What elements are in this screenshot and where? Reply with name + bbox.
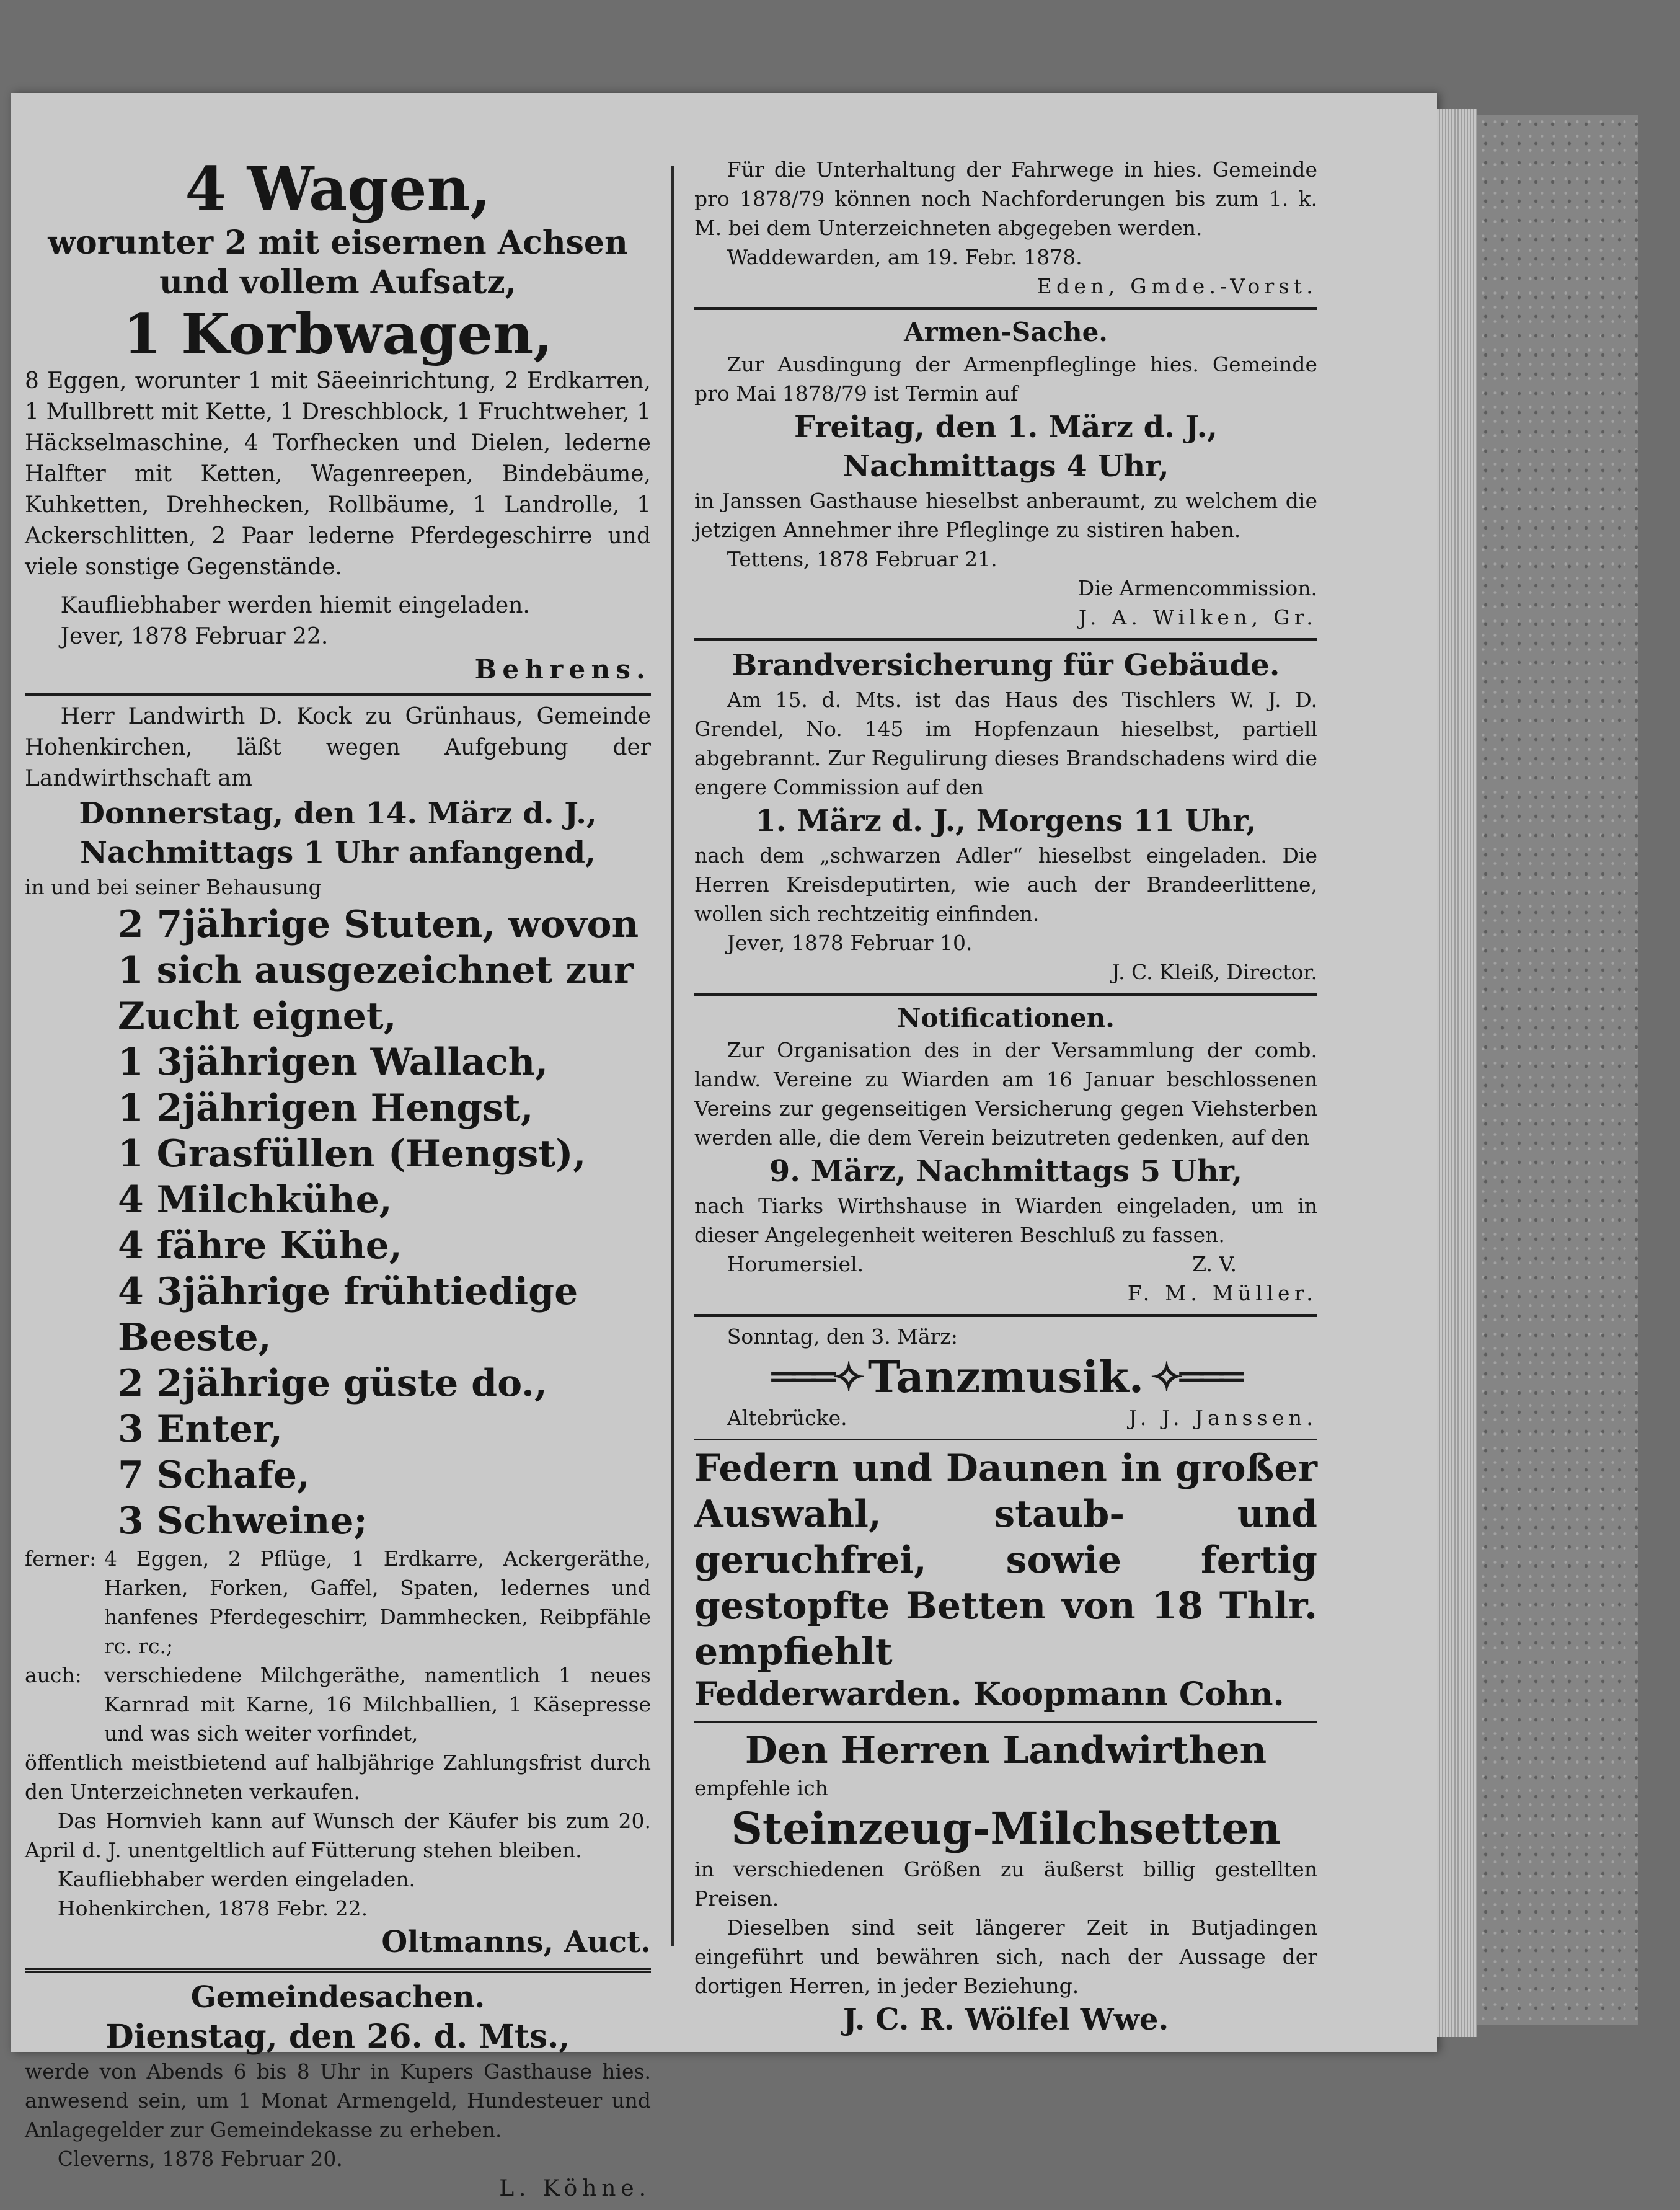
ornament-right-icon: ✧═══ xyxy=(1150,1354,1240,1401)
notice-body-2: nach dem „schwarzen Adler“ hieselbst eingeladen. Die Herren Kreisdeputirten, wie auch der Brandeerlittene, wollen sich rechtzeitig einfinden. xyxy=(694,843,1317,926)
auch-text: verschiedene Milchgeräthe, namentlich 1 neues Karnrad mit Karne, 16 Milchballien, 1 Käsepresse und was sich weiter vorfindet, xyxy=(104,1663,651,1746)
livestock-list xyxy=(25,902,651,1544)
ad-date: Cleverns, 1878 Februar 20. xyxy=(57,2147,343,2171)
ferner-label: ferner: xyxy=(25,1547,97,1571)
ad-signature: Oltmanns, Auct. xyxy=(381,1925,651,1959)
ad-federn xyxy=(694,1445,1317,1715)
ad-body: 8 Eggen, worunter 1 mit Säeeinrichtung, 2 Erdkarren, 1 Mullbrett mit Kette, 1 Dreschblock, 1 Fruchtweher, 1 Häckselmaschine, 4 Torfhecken und Dielen, lederne Halfter mit Ketten, Wagenreepen, Bindebäume, Kuhketten, Drehhecken, Rollbäume, 1 Landrolle, 1 Ackerschlitten, 2 Paar lederne Pferdegeschirre und viele sonstige Gegenstände. xyxy=(25,368,651,580)
auch-label: auch: xyxy=(25,1663,82,1687)
ad-kock-auction xyxy=(25,701,651,1962)
notice-signature: Eden, Gmde.-Vorst. xyxy=(1037,274,1317,298)
notice-notificationen xyxy=(694,1001,1317,1308)
ad-date: Sonntag, den 3. März: xyxy=(727,1325,958,1349)
notice-brandversicherung xyxy=(694,646,1317,987)
ad-date: Jever, 1878 Februar 22. xyxy=(60,624,329,649)
list-item: 1 2jährigen Hengst, xyxy=(118,1086,534,1130)
sale-terms: öffentlich meistbietend auf halbjährige Zahlungsfrist durch den Unterzeichneten verkaufen. xyxy=(25,1751,651,1804)
ad-day: Donnerstag, den 14. März d. J., xyxy=(79,796,597,831)
notice-body: Für die Unterhaltung der Fahrwege in hies. Gemeinde pro 1878/79 können noch Nachforderungen bis zum 1. k. M. bei dem Unterzeichneten abgegeben werden. xyxy=(694,158,1317,240)
notice-heading: Notificationen. xyxy=(897,1003,1115,1033)
ad-day: Dienstag, den 26. d. Mts., xyxy=(105,2018,570,2056)
notice-body-2: in Janssen Gasthause hieselbst anberaumt, zu welchem die jetzigen Annehmer ihre Pfleglinge zu sistiren haben. xyxy=(694,489,1317,542)
ferner-entry xyxy=(25,1544,651,1661)
notice-date: Waddewarden, am 19. Febr. 1878. xyxy=(727,245,1082,269)
list-item: 2 2jährige güste do., xyxy=(118,1362,547,1405)
ad-body: Federn und Daunen in großer Auswahl, staub- und geruchfrei, sowie fertig gestopfte Betten von 18 Thlr. empfiehlt xyxy=(694,1447,1317,1674)
ad-intro: Herr Landwirth D. Kock zu Grünhaus, Gemeinde Hohenkirchen, läßt wegen Aufgebung der Landwirthschaft am xyxy=(25,704,651,791)
list-item: 4 fähre Kühe, xyxy=(118,1224,402,1267)
left-column xyxy=(25,155,651,2204)
divider-rule xyxy=(25,693,651,696)
list-item: 2 7jährige Stuten, wovon 1 sich ausgezeichnet zur Zucht eignet, xyxy=(118,903,639,1038)
ad-place: in und bei seiner Behausung xyxy=(25,875,322,899)
divider-rule xyxy=(25,1968,651,1973)
notice-signature: J. C. Kleiß, Director. xyxy=(1112,960,1317,984)
list-item: 1 3jährigen Wallach, xyxy=(118,1041,549,1084)
ad-signature-row xyxy=(694,1403,1317,1432)
list-item: 3 Schweine; xyxy=(118,1499,368,1543)
ad-wagen-auction xyxy=(25,155,651,687)
ad-date: Hohenkirchen, 1878 Febr. 22. xyxy=(57,1896,368,1920)
ad-title: Tanzmusik. xyxy=(867,1351,1144,1403)
divider-rule xyxy=(694,993,1317,996)
ad-time: Nachmittags 1 Uhr anfangend, xyxy=(80,835,596,870)
notice-heading: Armen-Sache. xyxy=(904,317,1108,347)
list-item: 7 Schafe, xyxy=(118,1453,310,1497)
ad-body: in verschiedenen Größen zu äußerst billig gestellten Preisen. xyxy=(694,1857,1317,1910)
notice-date: Jever, 1878 Februar 10. xyxy=(727,931,973,955)
ad-title: Steinzeug-Milchsetten xyxy=(731,1803,1281,1854)
ad-invite: Kaufliebhaber werden hiemit eingeladen. xyxy=(60,593,530,618)
ad-lead: empfehle ich xyxy=(694,1776,828,1800)
notice-signature-1: Die Armencommission. xyxy=(1077,576,1317,600)
ad-signature: L. Köhne. xyxy=(499,2176,651,2201)
notice-heading: Brandversicherung für Gebäude. xyxy=(732,648,1280,683)
ad-title-2: 1 Korbwagen, xyxy=(123,301,553,367)
ferner-text: 4 Eggen, 2 Pflüge, 1 Erdkarre, Ackergeräthe, Harken, Forken, Gaffel, Spaten, ledernes und hanfenes Pferdegeschirr, Dammhecken, Reibpfähle rc. rc.; xyxy=(104,1547,651,1658)
ad-body-2: Dieselben sind seit längerer Zeit in Butjadingen eingeführt und bewähren sich, nach der Aussage der dortigen Herren, in jeder Beziehung. xyxy=(694,1915,1317,1998)
notice-signature-2: F. M. Müller. xyxy=(1127,1281,1317,1305)
ad-invite: Kaufliebhaber werden eingeladen. xyxy=(57,1867,416,1891)
divider-rule xyxy=(694,1314,1317,1317)
notice-signature-row xyxy=(694,1249,1317,1279)
ad-tanzmusik xyxy=(694,1322,1317,1432)
right-column xyxy=(694,155,1317,2039)
ad-signature: J. C. R. Wölfel Wwe. xyxy=(842,2002,1169,2037)
ad-heading: Den Herren Landwirthen xyxy=(745,1729,1267,1772)
ad-body: werde von Abends 6 bis 8 Uhr in Kupers Gasthause hies. anwesend sein, um 1 Monat Armengeld, Hundesteuer und Anlagegelder zur Gemeindekasse zu erheben. xyxy=(25,2059,651,2142)
ad-gemeindesachen xyxy=(25,1978,651,2204)
ad-place: Altebrücke. xyxy=(727,1406,847,1430)
ad-milchsetten xyxy=(694,1728,1317,2039)
notice-day: 1. März d. J., Morgens 11 Uhr, xyxy=(755,804,1257,838)
ad-heading: Gemeindesachen. xyxy=(190,1980,485,2015)
ad-title-row xyxy=(694,1351,1317,1403)
ad-signature: Fedderwarden. Koopmann Cohn. xyxy=(694,1675,1284,1713)
list-item: 4 3jährige frühtiedige Beeste, xyxy=(118,1270,578,1359)
notice-fahrwege xyxy=(694,155,1317,301)
list-item: 3 Enter, xyxy=(118,1408,283,1451)
divider-rule xyxy=(694,1439,1317,1440)
ornament-left-icon: ═══✧ xyxy=(771,1354,862,1401)
notice-signature-1: Z. V. xyxy=(1192,1252,1237,1276)
notice-armen-sache xyxy=(694,315,1317,632)
notice-place: Horumersiel. xyxy=(727,1252,864,1276)
notice-body-2: nach Tiarks Wirthshause in Wiarden eingeladen, um in dieser Angelegenheit weiteren Beschluß zu fassen. xyxy=(694,1194,1317,1247)
divider-rule xyxy=(694,307,1317,310)
ad-signature: J. J. Janssen. xyxy=(1128,1406,1317,1430)
notice-day: Freitag, den 1. März d. J., xyxy=(794,410,1218,445)
book-cover xyxy=(1477,115,1638,2025)
ad-title: 4 Wagen, xyxy=(185,154,491,224)
ad-subtitle: worunter 2 mit eisernen Achsen und vollem Aufsatz, xyxy=(48,224,628,301)
notice-date: Tettens, 1878 Februar 21. xyxy=(727,547,997,571)
page-edges xyxy=(1437,109,1477,2037)
notice-time: Nachmittags 4 Uhr, xyxy=(842,449,1169,484)
column-divider xyxy=(671,166,674,1946)
divider-rule xyxy=(694,638,1317,641)
divider-rule xyxy=(694,1721,1317,1723)
list-item: 4 Milchkühe, xyxy=(118,1178,392,1222)
list-item: 1 Grasfüllen (Hengst), xyxy=(118,1132,586,1176)
notice-body: Am 15. d. Mts. ist das Haus des Tischlers W. J. D. Grendel, No. 145 im Hopfenzaun hieselbst, partiell abgebrannt. Zur Regulirung dieses Brandschadens wird die engere Commission auf den xyxy=(694,688,1317,799)
notice-body: Zur Organisation des in der Versammlung der comb. landw. Vereine zu Wiarden am 16 Januar beschlossenen Vereins zur gegenseitigen Versicherung gegen Viehsterben werden alle, die dem Verein beizutreten gedenken, auf den xyxy=(694,1038,1317,1150)
auch-entry xyxy=(25,1661,651,1748)
notice-signature-2: J. A. Wilken, Gr. xyxy=(1078,605,1317,629)
notice-day: 9. März, Nachmittags 5 Uhr, xyxy=(769,1154,1243,1189)
notice-body: Zur Ausdingung der Armenpfleglinge hies. Gemeinde pro Mai 1878/79 ist Termin auf xyxy=(694,352,1317,406)
ad-signature: Behrens. xyxy=(474,654,651,685)
ad-note: Das Hornvieh kann auf Wunsch der Käufer bis zum 20. April d. J. unentgeltlich auf Fütterung stehen bleiben. xyxy=(25,1809,651,1862)
